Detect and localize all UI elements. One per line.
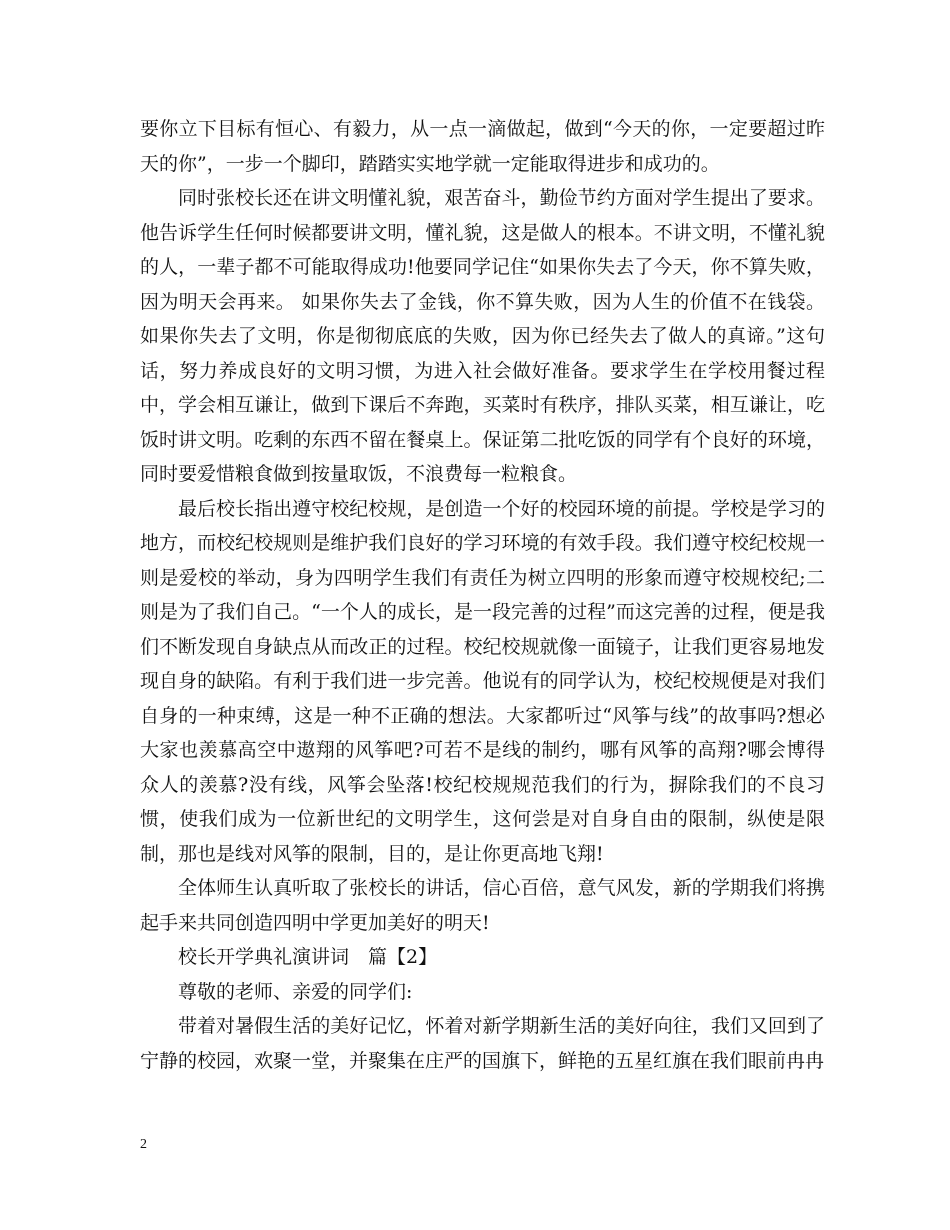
salutation: 尊敬的老师、亲爱的同学们: bbox=[178, 980, 413, 1003]
document-body bbox=[140, 112, 825, 1078]
paragraph-1: 要你立下目标有恒心、有毅力，从一点一滴做起，做到“今天的你，一定要超过昨天的你”，一步一个脚印，踏踏实实地学就一定能取得进步和成功的。 bbox=[140, 118, 825, 175]
paragraph-4: 全体师生认真听取了张校长的讲话，信心百倍，意气风发，新的学期我们将携起手来共同创造四明中学更加美好的明天! bbox=[140, 877, 825, 934]
section-heading: 校长开学典礼演讲词 篇【2】 bbox=[178, 946, 438, 968]
paragraph-5: 带着对暑假生活的美好记忆，怀着对新学期新生活的美好向往，我们又回到了宁静的校园，欢聚一堂，并聚集在庄严的国旗下，鲜艳的五星红旗在我们眼前冉冉 bbox=[140, 1015, 825, 1072]
page-number: 2 bbox=[140, 1137, 147, 1152]
paragraph-3: 最后校长指出遵守校纪校规，是创造一个好的校园环境的前提。学校是学习的地方，而校纪校规则是维护我们良好的学习环境的有效手段。我们遵守校纪校规一则是爱校的举动，身为四明学生我们有责任为树立四明的形象而遵守校规校纪;二则是为了我们自己。“一个人的成长，是一段完善的过程”而这完善的过程，便是我们不断发现自身缺点从而改正的过程。校纪校规就像一面镜子，让我们更容易地发现自身的缺陷。有利于我们进一步完善。他说有的同学认为，校纪校规便是对我们自身的一种束缚，这是一种不正确的想法。大家都听过“风筝与线”的故事吗?想必大家也羡慕高空中遨翔的风筝吧?可若不是线的制约，哪有风筝的高翔?哪会博得众人的羡慕?没有线，风筝会坠落!校纪校规规范我们的行为，摒除我们的不良习惯，使我们成为一位新世纪的文明学生，这何尝是对自身自由的限制，纵使是限制，那也是线对风筝的限制，目的，是让你更高地飞翔! bbox=[140, 497, 825, 865]
paragraph-2: 同时张校长还在讲文明懂礼貌，艰苦奋斗，勤俭节约方面对学生提出了要求。他告诉学生任何时候都要讲文明，懂礼貌，这是做人的根本。不讲文明，不懂礼貌的人，一辈子都不可能取得成功!他要同学记住“如果你失去了今天，你不算失败，因为明天会再来。 如果你失去了金钱，你不算失败，因为人生的价值不在钱袋。如果你失去了文明，你是彻彻底底的失败，因为你已经失去了做人的真谛。”这句话，努力养成良好的文明习惯，为进入社会做好准备。要求学生在学校用餐过程中，学会相互谦让，做到下课后不奔跑，买菜时有秩序，排队买菜，相互谦让，吃饭时讲文明。吃剩的东西不留在餐桌上。保证第二批吃饭的同学有个良好的环境，同时要爱惜粮食做到按量取饭，不浪费每一粒粮食。 bbox=[140, 187, 825, 485]
